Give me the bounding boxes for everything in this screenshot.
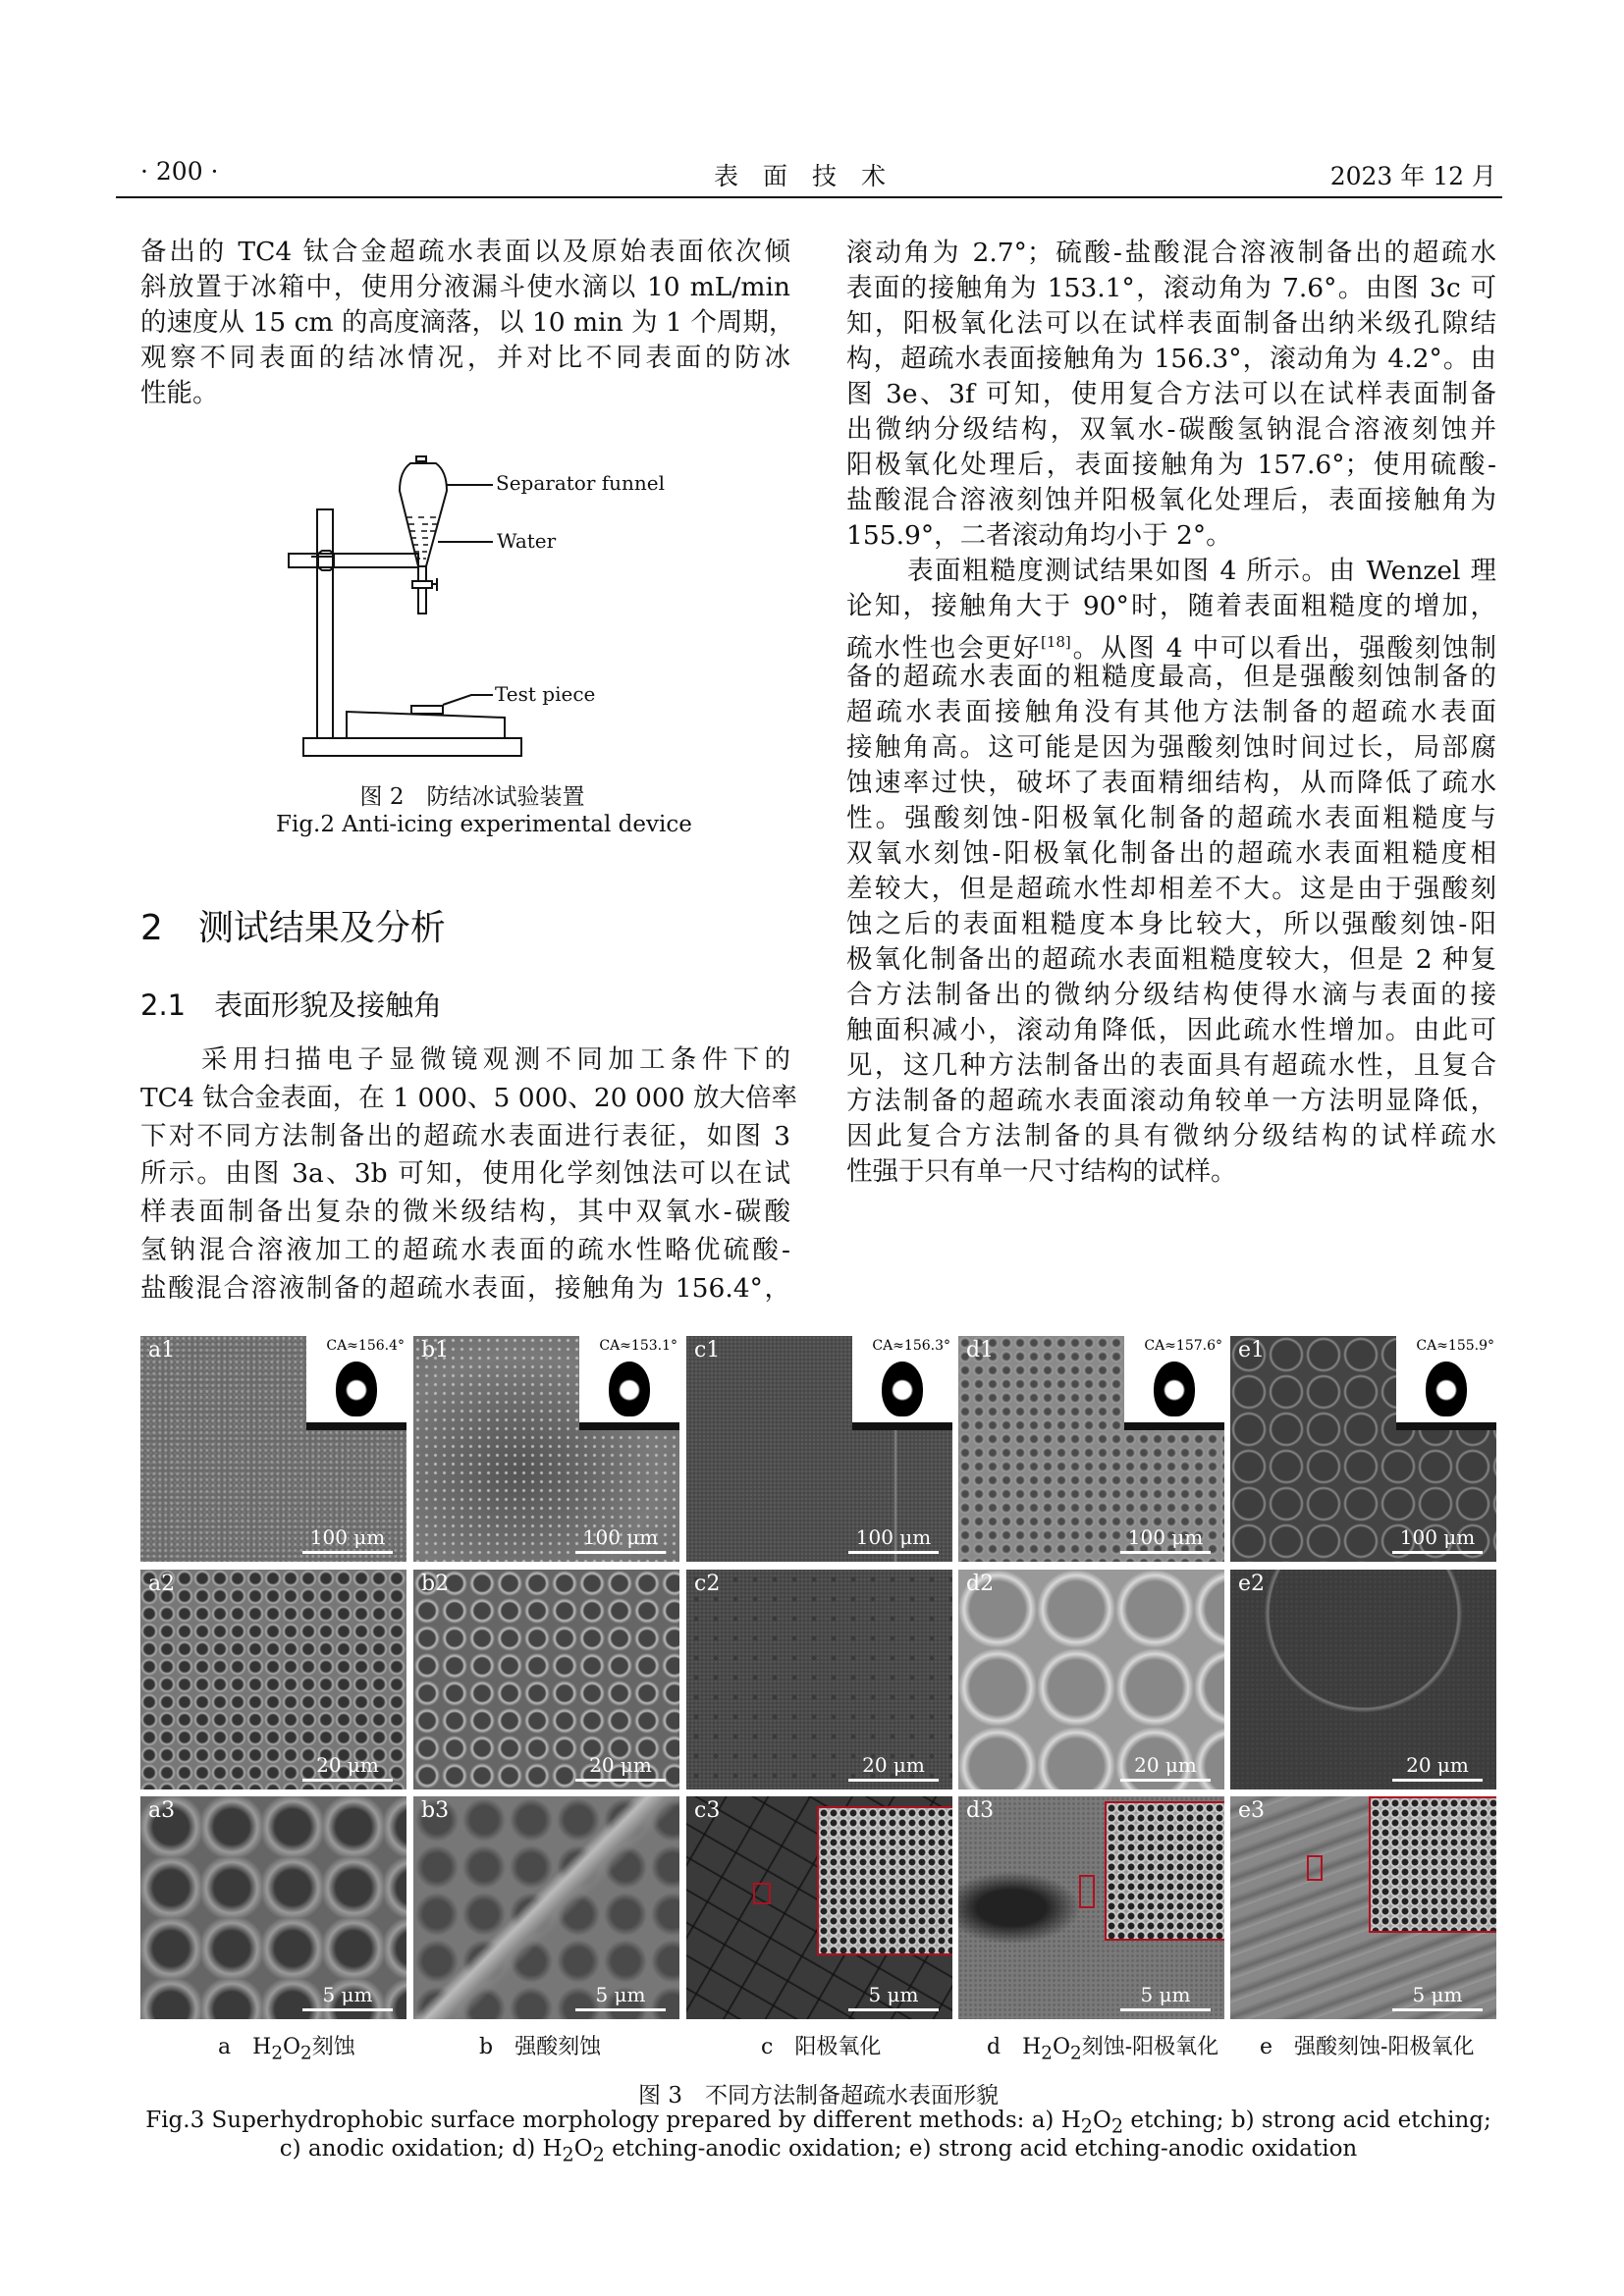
sem-panel-d1 [958,1336,1224,1562]
droplet-image [882,1362,923,1416]
subcaption-a: a $H_2O_2$刻蚀 [218,2035,355,2064]
scale-bar [302,1983,393,2011]
zoom-region-marker [1307,1855,1323,1881]
contact-angle-inset [1396,1336,1496,1430]
label-test-piece: Test piece [495,682,596,706]
citation: [18] [1040,633,1071,651]
scale-bar-label: 100 μm [309,1525,386,1549]
text-line: 性强于只有单一尺寸结构的试样。 [846,1156,1237,1187]
sem-panel-e2 [1230,1570,1496,1789]
contact-angle-value: CA≈156.4° [326,1338,405,1354]
scale-bar-line [302,1779,393,1782]
text-line: 触面积减小，滚动角降低，因此疏水性增加。由此可 [846,1015,1496,1045]
scale-bar [575,1525,666,1554]
zoomed-inset [1105,1801,1224,1941]
text-line: 蚀之后的表面粗糙度本身比较大，所以强酸刻蚀-阳 [846,909,1496,939]
scale-bar [848,1753,939,1782]
panel-label: a1 [148,1338,176,1362]
stand-rod [317,509,333,738]
scale-bar [848,1983,939,2011]
droplet-image [609,1362,650,1416]
contact-angle-inset [579,1336,679,1430]
text-line: 采用扫描电子显微镜观测不同加工条件下的 [201,1044,790,1075]
text-line: TC4 钛合金表面，在 1 000、5 000、20 000 放大倍率 [140,1082,798,1113]
contact-angle-value: CA≈155.9° [1416,1338,1494,1354]
tilted-platform [347,712,505,738]
scale-bar-line [848,1779,939,1782]
panel-label: e1 [1238,1338,1266,1362]
scale-bar-label: 5 μm [868,1983,919,2006]
subcaption-e: e 强酸刻蚀-阳极氧化 [1260,2035,1475,2059]
zoom-region-marker [1079,1875,1095,1908]
contact-angle-value: CA≈153.1° [599,1338,677,1354]
zoom-region-marker [753,1883,771,1904]
scale-bar [302,1753,393,1782]
scale-bar-label: 5 μm [322,1983,373,2006]
sem-panel-b2 [413,1570,679,1789]
scale-bar-label: 20 μm [1406,1753,1469,1777]
scale-bar-line [1120,1779,1211,1782]
text-line: 样表面制备出复杂的微米级结构，其中双氧水-碳酸 [140,1197,790,1228]
text-line: 观察不同表面的结冰情况，并对比不同表面的防冰 [140,343,790,373]
text-line: 的速度从 15 cm 的高度滴落，以 10 min 为 1 个周期， [140,307,795,338]
scale-bar-label: 100 μm [1127,1525,1204,1549]
scale-bar [1120,1753,1211,1782]
droplet-image [1154,1362,1195,1416]
subcaption-d: d $H_2O_2$刻蚀-阳极氧化 [987,2035,1219,2064]
text-line: 阳极氧化处理后，表面接触角为 157.6°；使用硫酸- [846,450,1496,480]
text-line: 论知，接触角大于 90°时，随着表面粗糙度的增加， [846,591,1496,621]
text-line: 接触角高。这可能是因为强酸刻蚀时间过长，局部腐 [846,732,1496,763]
panel-label: c2 [694,1572,721,1596]
text-line: 斜放置于冰箱中，使用分液漏斗使水滴以 10 mL/min [140,272,790,302]
journal-name: 表 面 技 术 [714,162,887,190]
substrate-line [852,1422,952,1430]
scale-bar-label: 100 μm [582,1525,659,1549]
sem-panel-b1 [413,1336,679,1562]
panel-label: b2 [421,1572,450,1596]
right-column [846,234,1496,1188]
text-line: 备的超疏水表面的粗糙度最高，但是强酸刻蚀制备的 [846,662,1496,692]
substrate-line [306,1422,406,1430]
panel-label: d1 [966,1338,995,1362]
scale-bar [1392,1525,1483,1554]
figure3-caption-en-2: c) anodic oxidation; d) $H_2O_2$ etching-anodic oxidation; e) strong acid etching-anodic oxidation [279,2136,1358,2166]
contact-angle-value: CA≈156.3° [872,1338,950,1354]
scale-bar-line [1392,1779,1483,1782]
sem-panel-c3 [686,1796,952,2019]
substrate-line [1396,1422,1496,1430]
text-line: 知，阳极氧化法可以在试样表面制备出纳米级孔隙结 [846,308,1496,339]
text-line: 图 3e、3f 可知，使用复合方法可以在试样表面制备 [846,379,1496,409]
scale-bar-line [1120,1551,1211,1554]
sem-panel-a2 [140,1570,406,1789]
sem-panel-b3 [413,1796,679,2019]
text-line: 合方法制备出的微纳分级结构使得水滴与表面的接 [846,980,1496,1010]
text-line: 表面粗糙度测试结果如图 4 所示。由 Wenzel 理 [907,556,1496,586]
scale-bar [575,1753,666,1782]
sem-panel-c2 [686,1570,952,1789]
left-paragraph [140,1041,798,1308]
sem-panel-d3 [958,1796,1224,2019]
sem-panel-e1 [1230,1336,1496,1562]
stand-base [303,738,521,756]
sem-panel-a1 [140,1336,406,1562]
text-line: 双氧水刻蚀-阳极氧化制备出的超疏水表面粗糙度相 [846,838,1496,869]
section-heading-2-1: 2.1 表面形貌及接触角 [140,988,443,1022]
text-line: 性。强酸刻蚀-阳极氧化制备的超疏水表面粗糙度与 [846,803,1496,833]
scale-bar-label: 20 μm [589,1753,652,1777]
scale-bar-label: 5 μm [1140,1983,1191,2006]
stand-arm [289,554,418,567]
funnel-stem [418,588,426,614]
text-line: 因此复合方法制备的具有微纳分级结构的试样疏水 [846,1121,1496,1151]
sem-panel-e3 [1230,1796,1496,2019]
text-line: 见，这几种方法制备出的表面具有超疏水性，且复合 [846,1050,1496,1081]
label-water: Water [497,529,557,553]
text-line: 方法制备的超疏水表面滚动角较单一方法明显降低， [846,1086,1496,1116]
figure3-caption-en-1: Fig.3 Superhydrophobic surface morphology prepared by different methods: a) $H_2O_2$ etching; b) strong acid etching; [145,2108,1491,2138]
text-line: 155.9°，二者滚动角均小于 2°。 [846,520,1232,551]
panel-label: d3 [966,1798,995,1823]
scale-bar-line [575,2008,666,2011]
panel-label: a2 [148,1572,176,1596]
substrate-line [1124,1422,1224,1430]
subcaption-c: c 阳极氧化 [761,2035,882,2059]
left-top-paragraph [140,235,795,411]
text-line: 超疏水表面接触角没有其他方法制备的超疏水表面 [846,697,1496,727]
zoomed-inset [817,1806,952,1955]
scale-bar-label: 5 μm [595,1983,646,2006]
substrate-line [579,1422,679,1430]
scale-bar-line [848,2008,939,2011]
droplet-image [336,1362,377,1416]
scale-bar-label: 20 μm [862,1753,925,1777]
test-piece [411,706,443,714]
figure3-caption-cn: 图 3 不同方法制备超疏水表面形貌 [638,2083,999,2109]
text-span: 。从图 4 中可以看出，强酸刻蚀制 [1070,632,1496,664]
contact-angle-inset [306,1336,406,1430]
panel-label: b1 [421,1338,450,1362]
text-line: 构，超疏水表面接触角为 156.3°，滚动角为 4.2°。由 [846,344,1496,374]
text-line: 蚀速率过快，破坏了表面精细结构，从而降低了疏水 [846,768,1496,798]
text-line: 表面的接触角为 153.1°，滚动角为 7.6°。由图 3c 可 [846,273,1496,303]
scale-bar-label: 20 μm [1134,1753,1197,1777]
scale-bar-line [575,1779,666,1782]
subcaption-b: b 强酸刻蚀 [479,2035,602,2059]
scale-bar-line [302,1551,393,1554]
panel-label: e2 [1238,1572,1266,1596]
panel-label: c1 [694,1338,721,1362]
panel-label: d2 [966,1572,995,1596]
sem-panel-d2 [958,1570,1224,1789]
scale-bar-line [1392,2008,1483,2011]
sem-panel-a3 [140,1796,406,2019]
figure2-caption-cn: 图 2 防结冰试验装置 [359,784,585,810]
scale-bar-label: 20 μm [316,1753,379,1777]
issue-date: 2023 年 12 月 [1329,162,1496,190]
contact-angle-inset [1124,1336,1224,1430]
scale-bar [1392,1753,1483,1782]
text-line: 盐酸混合溶液刻蚀并阳极氧化处理后，表面接触角为 [846,485,1496,515]
scale-bar-line [1392,1551,1483,1554]
text-line: 盐酸混合溶液制备的超疏水表面，接触角为 156.4°， [140,1272,790,1304]
text-line [846,622,1496,664]
droplet-image [1426,1362,1467,1416]
scale-bar-line [848,1551,939,1554]
label-separator-funnel: Separator funnel [496,471,666,495]
text-line: 滚动角为 2.7°；硫酸-盐酸混合溶液制备出的超疏水 [846,238,1496,268]
scale-bar-line [575,1551,666,1554]
contact-angle-value: CA≈157.6° [1144,1338,1222,1354]
figure2-caption-en: Fig.2 Anti-icing experimental device [276,812,692,837]
scale-bar [302,1525,393,1554]
text-line: 性能。 [140,378,219,408]
text-line: 所示。由图 3a、3b 可知，使用化学刻蚀法可以在试 [140,1158,790,1190]
contact-angle-inset [852,1336,952,1430]
page-number: · 200 · [140,157,219,186]
text-line: 备出的 TC4 钛合金超疏水表面以及原始表面依次倾 [140,237,790,267]
scale-bar-line [1120,2008,1211,2011]
scale-bar [1120,1983,1211,2011]
scale-bar [1392,1983,1483,2011]
scale-bar [575,1983,666,2011]
text-line: 下对不同方法制备出的超疏水表面进行表征，如图 3 [140,1120,790,1151]
sem-panel-c1 [686,1336,952,1562]
scale-bar [848,1525,939,1554]
scale-bar-label: 5 μm [1412,1983,1463,2006]
paragraph-rest [846,658,1496,1188]
text-span: 疏水性也会更好 [846,632,1041,664]
panel-label: b3 [421,1798,450,1823]
panel-label: a3 [148,1798,176,1823]
text-line: 极氧化制备出的超疏水表面粗糙度较大，但是 2 种复 [846,944,1496,975]
text-line: 氢钠混合溶液加工的超疏水表面的疏水性略优硫酸- [140,1234,790,1265]
section-heading-2: 2 测试结果及分析 [140,908,446,948]
scale-bar-label: 100 μm [855,1525,932,1549]
text-line: 出微纳分级结构，双氧水-碳酸氢钠混合溶液刻蚀并 [846,414,1496,445]
panel-label: c3 [694,1798,721,1823]
scale-bar [1120,1525,1211,1554]
header-rule [116,196,1502,198]
text-line: 差较大，但是超疏水性却相差不大。这是由于强酸刻 [846,874,1496,904]
scale-bar-label: 100 μm [1399,1525,1476,1549]
zoomed-inset [1369,1796,1496,1933]
scale-bar-line [302,2008,393,2011]
funnel-stopper [416,456,426,461]
panel-label: e3 [1238,1798,1266,1823]
